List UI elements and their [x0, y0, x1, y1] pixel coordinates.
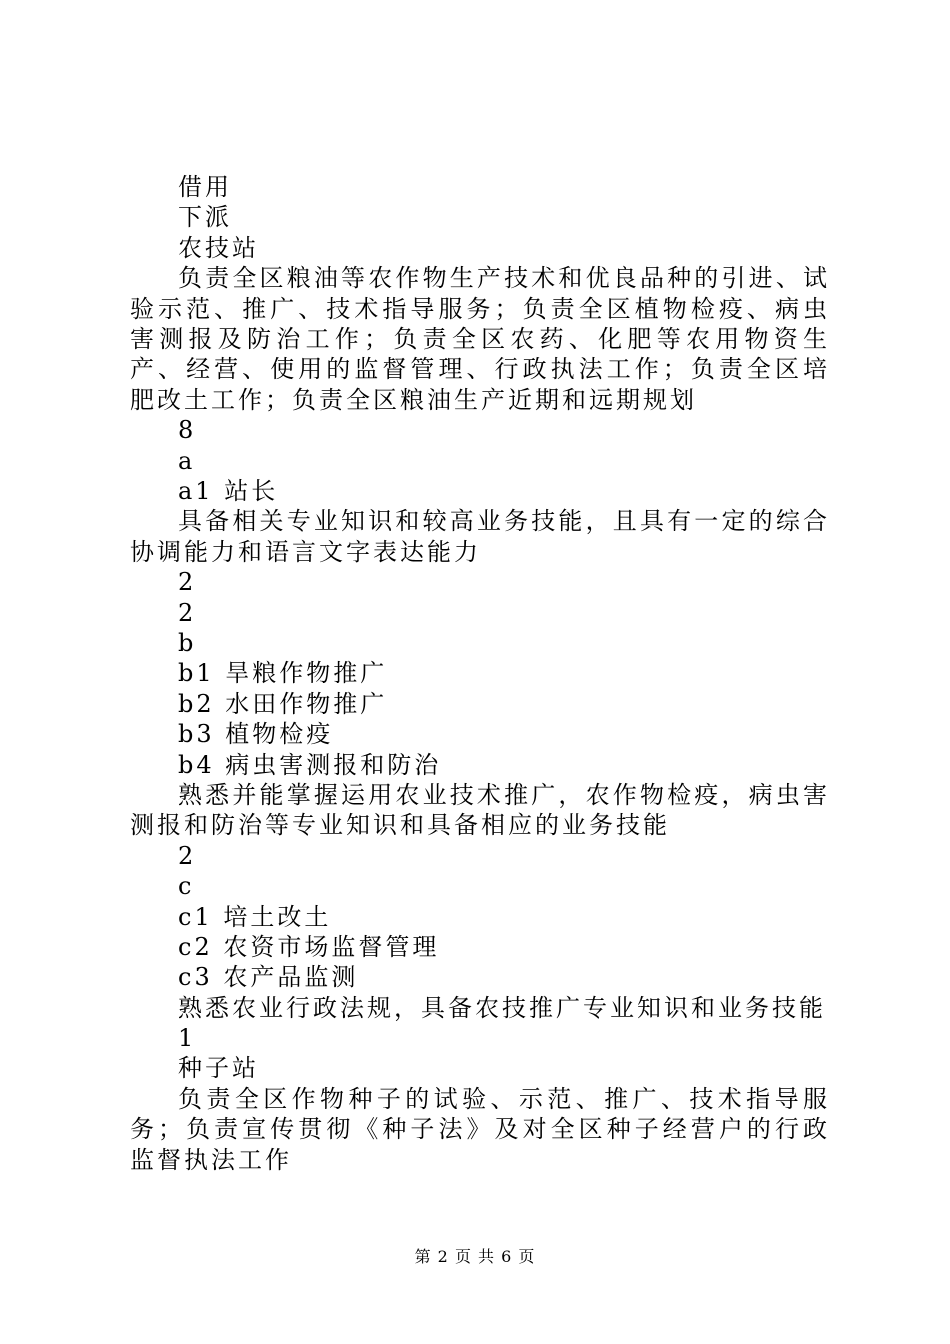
text-line: c1 培土改土 — [178, 902, 332, 931]
text-line: b — [178, 628, 197, 657]
text-line: 8 — [178, 416, 197, 445]
text-line: 1 — [178, 1024, 197, 1053]
text-line: c — [178, 872, 195, 901]
text-line: 农技站 — [178, 233, 259, 262]
text-line: c2 农资市场监督管理 — [178, 932, 440, 961]
text-line: a — [178, 446, 196, 475]
text-line: b3 植物检疫 — [178, 720, 334, 749]
text-line: 2 — [178, 841, 197, 870]
text-line: 2 — [178, 568, 197, 597]
text-line: 下派 — [178, 203, 232, 232]
text-line: a1 站长 — [178, 476, 279, 505]
page-footer: 第 2 页 共 6 页 — [414, 1247, 536, 1266]
document-body — [130, 172, 830, 1175]
text-line: 借用 — [178, 173, 232, 201]
paragraph: 负责全区粮油等农作物生产技术和优良品种的引进、试验示范、推广、技术指导服务；负责全区植物检疫、病虫害测报及防治工作；负责全区农药、化肥等农用物资生产、经营、使用的监督管理、行政执法工作；负责全区培肥改土工作；负责全区粮油生产近期和远期规划 — [130, 264, 830, 414]
text-line: b2 水田作物推广 — [178, 689, 388, 718]
text-line: c3 农产品监测 — [178, 963, 359, 992]
paragraph: 熟悉农业行政法规，具备农技推广专业知识和业务技能 — [178, 993, 826, 1022]
text-line: b4 病虫害测报和防治 — [178, 750, 442, 779]
paragraph: 熟悉并能掌握运用农业技术推广，农作物检疫，病虫害测报和防治等专业知识和具备相应的业务技能 — [130, 780, 830, 840]
paragraph: 负责全区作物种子的试验、示范、推广、技术指导服务；负责宣传贯彻《种子法》及对全区种子经营户的行政监督执法工作 — [130, 1084, 830, 1174]
paragraph: 具备相关专业知识和较高业务技能，且具有一定的综合协调能力和语言文字表达能力 — [130, 507, 830, 566]
text-line: b1 旱粮作物推广 — [178, 659, 388, 688]
text-line: 2 — [178, 598, 197, 627]
text-line: 种子站 — [178, 1054, 259, 1083]
